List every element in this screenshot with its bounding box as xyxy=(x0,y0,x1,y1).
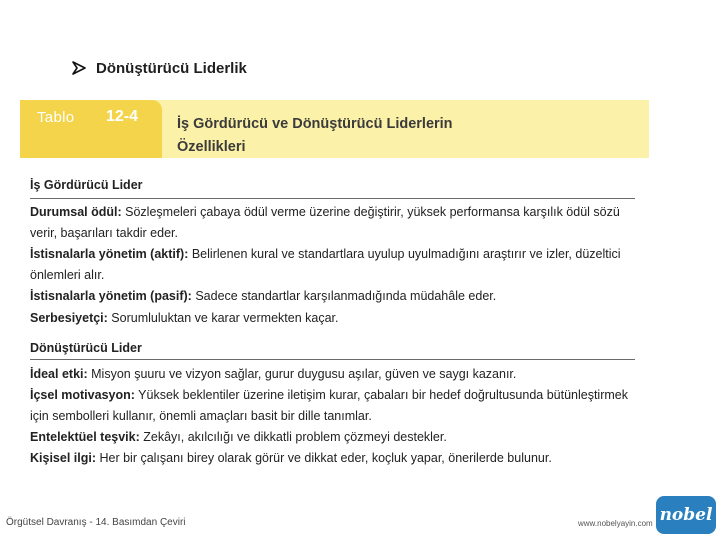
slide-heading xyxy=(72,56,247,80)
section-title-transactional: İş Gördürücü Lider xyxy=(30,178,143,192)
item-term: Serbesiyetçi: xyxy=(30,311,108,325)
item-term: İdeal etki: xyxy=(30,367,88,381)
list-item xyxy=(30,244,642,286)
table-label: Tablo xyxy=(37,109,75,126)
list-item xyxy=(30,202,642,244)
item-text: Yüksek beklentiler üzerine iletişim kurar, çabaları bir hedef doğrultusunda bütünleştirmek için sembolleri kullanır, önemli amaçları basit bir dille tanımlar. xyxy=(30,388,628,423)
table-title-line1: İş Gördürücü ve Dönüştürücü Liderlerin xyxy=(177,116,453,132)
item-text: Sorumluluktan ve karar vermekten kaçar. xyxy=(107,311,339,325)
item-text: Her bir çalışanı birey olarak görür ve dikkat eder, koçluk yapar, önerilerde bulunur. xyxy=(96,451,552,465)
section-divider xyxy=(30,198,635,199)
item-term: Durumsal ödül: xyxy=(30,205,122,219)
footer-book-title: Örgütsel Davranış - 14. Basımdan Çeviri xyxy=(6,517,186,528)
arrow-bullet-icon xyxy=(72,61,86,75)
section-title-transformational: Dönüştürücü Lider xyxy=(30,341,142,355)
list-item xyxy=(30,364,642,385)
list-item xyxy=(30,448,642,469)
slide-title: Dönüştürücü Liderlik xyxy=(96,59,247,77)
nobel-logo xyxy=(656,496,716,534)
table-title-line2: Özellikleri xyxy=(177,139,246,155)
section-divider xyxy=(30,359,635,360)
table-number: 12-4 xyxy=(106,108,139,125)
list-item xyxy=(30,308,642,329)
logo-text: nobel xyxy=(659,505,713,525)
footer-url: www.nobelyayin.com xyxy=(578,519,653,528)
item-text: Sadece standartlar karşılanmadığında müdahâle eder. xyxy=(191,289,497,303)
item-term: Entelektüel teşvik: xyxy=(30,430,140,444)
table-panel xyxy=(20,100,649,480)
item-text: Sözleşmeleri çabaya ödül verme üzerine değiştirir, yüksek performansa karşılık ödül sözü verir, başarıları takdir eder. xyxy=(30,205,620,240)
item-text: Misyon şuuru ve vizyon sağlar, gurur duygusu aşılar, güven ve saygı kazanır. xyxy=(87,367,517,381)
item-term: İstisnalarla yönetim (aktif): xyxy=(30,247,189,261)
list-item xyxy=(30,427,642,448)
item-text: Belirlenen kural ve standartlara uyulup uyulmadığını araştırır ve izler, düzeltici önlemleri alır. xyxy=(30,247,621,282)
item-text: Zekâyı, akılcılığı ve dikkatli problem çözmeyi destekler. xyxy=(139,430,447,444)
table-tag xyxy=(20,100,162,158)
table-title xyxy=(177,113,627,159)
list-item xyxy=(30,385,642,427)
item-term: Kişisel ilgi: xyxy=(30,451,96,465)
list-item xyxy=(30,286,642,307)
item-term: İçsel motivasyon: xyxy=(30,388,135,402)
item-term: İstisnalarla yönetim (pasif): xyxy=(30,289,192,303)
